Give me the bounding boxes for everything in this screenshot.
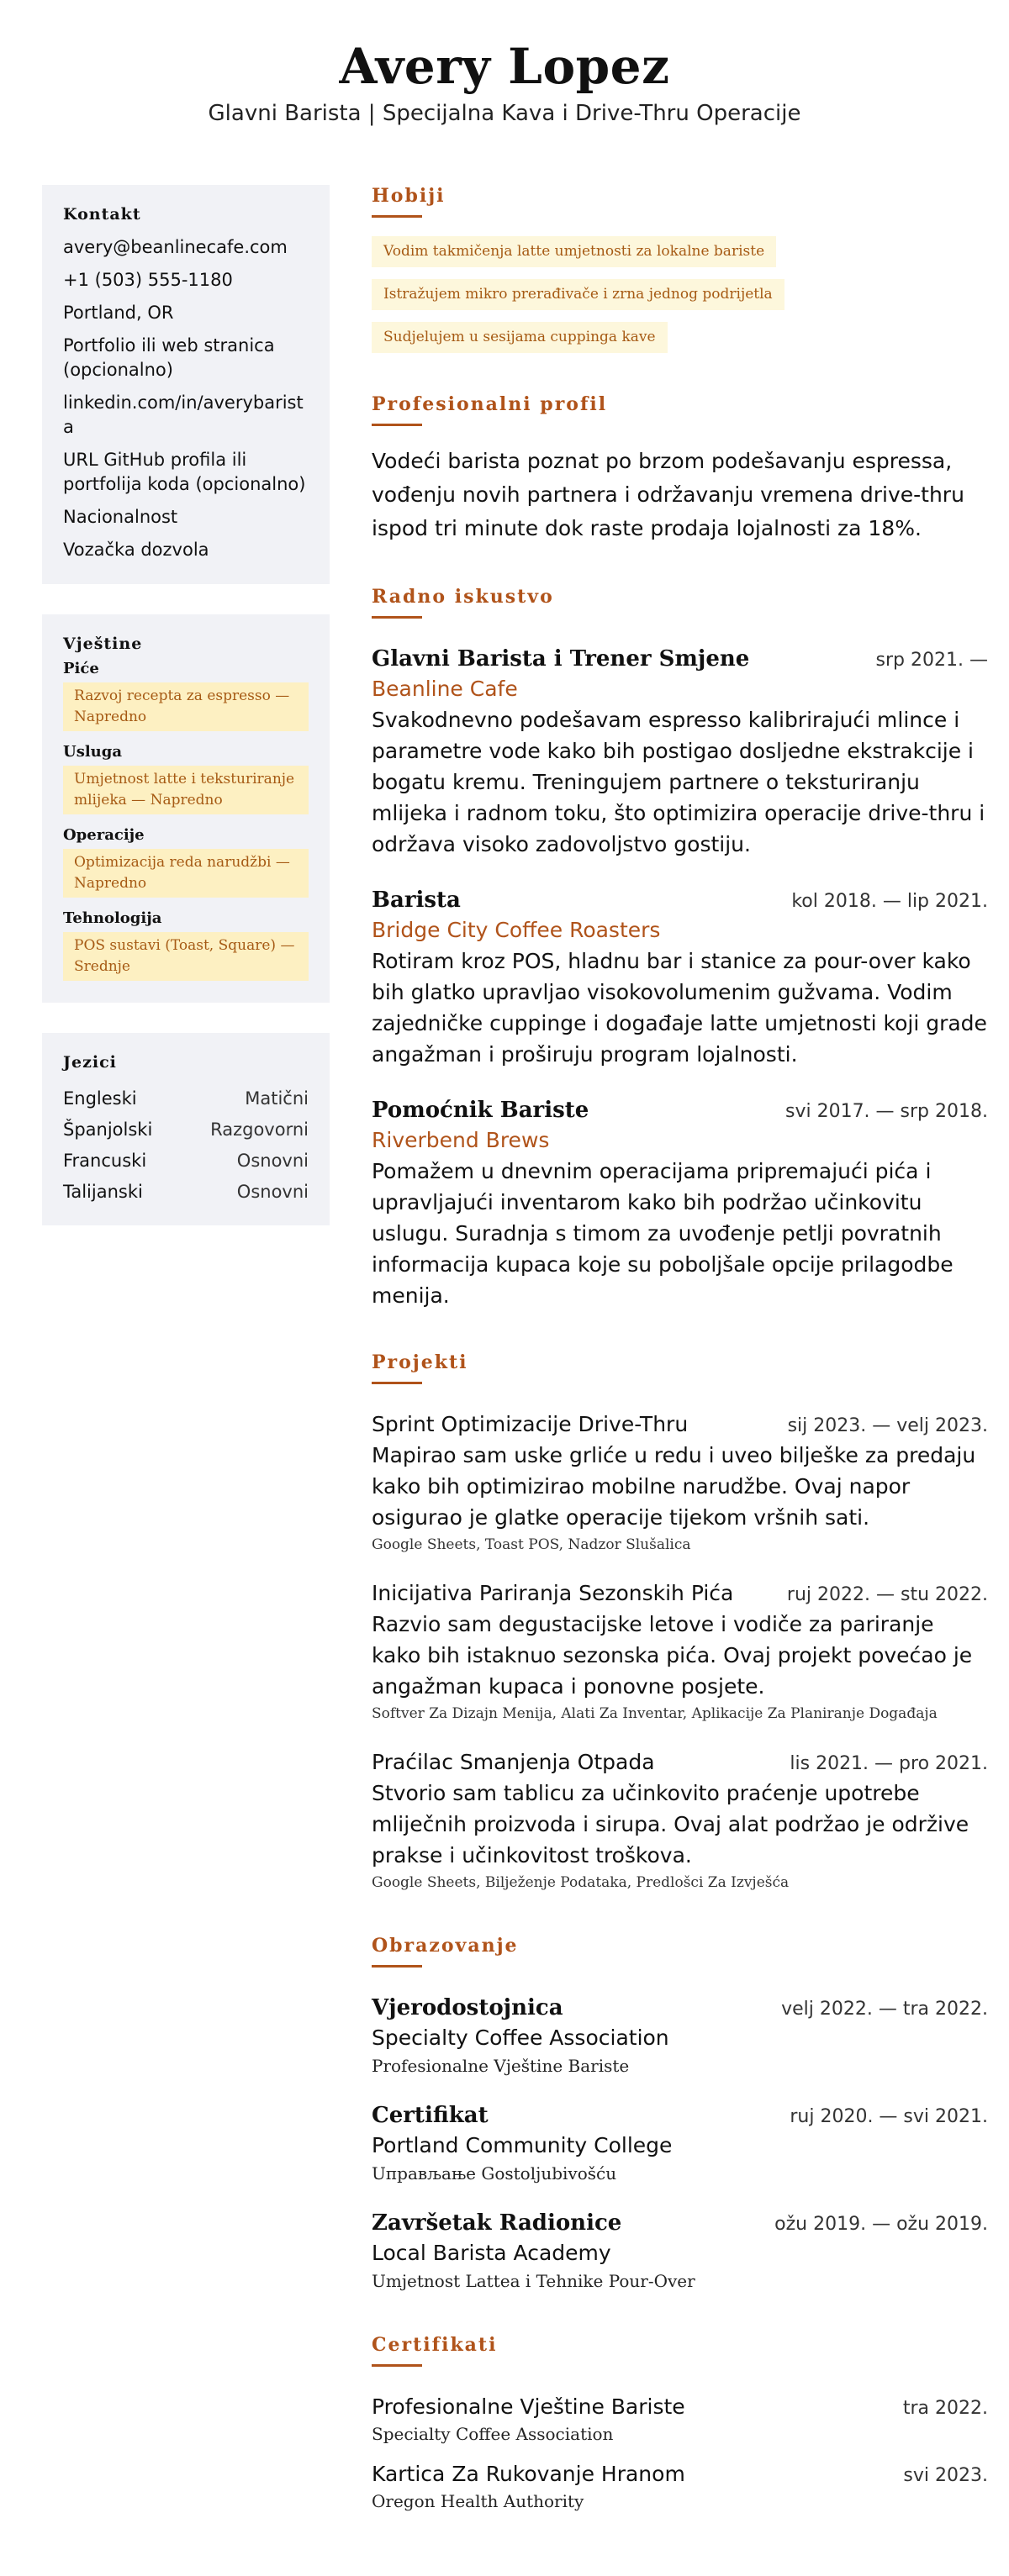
hobbies-section [372,185,988,365]
company-name: Riverbend Brews [372,1128,550,1152]
language-level: Osnovni [236,1182,309,1202]
contact-nationality: Nacionalnost [63,507,178,527]
field-of-study: Profesionalne Vještine Bariste [372,2056,630,2076]
job-title: Pomoćnik Bariste [372,1098,589,1123]
education-entry [372,1993,988,2078]
entry-header [372,1747,988,1778]
experience-section [372,586,988,1311]
job-dates: srp 2021. — [875,650,988,671]
certificate-name: Kartica Za Rukovanje Hranom [372,2462,685,2486]
language-level: Razgovorni [210,1119,309,1140]
language-level: Osnovni [236,1151,309,1171]
main-content [372,185,988,2513]
profile-section [372,393,988,545]
certificate-issuer: Oregon Health Authority [372,2491,584,2511]
profile-title: Profesionalni profil [372,393,608,415]
project-technologies: Softver Za Dizajn Menija, Alati Za Inventar, Aplikacije Za Planiranje Događaja [372,1705,938,1722]
language-row [63,1180,309,1204]
education-entry [372,2208,988,2294]
certificate-entry [372,2392,988,2446]
skills-box [42,614,330,1003]
degree-title: Certifikat [372,2103,489,2128]
candidate-subtitle: Glavni Barista | Specijalna Kava i Drive-Thru Operacije [208,101,801,126]
contact-driving-license: Vozačka dozvola [63,540,209,560]
company-name: Bridge City Coffee Roasters [372,918,661,942]
section-divider [372,215,422,218]
project-entry [372,1578,988,1725]
project-description: Mapirao sam uske grliće u redu i uveo bilješke za predaju kako bih optimizirao mobilne narudžbe. Ovaj napor osigurao je glatke operacije tijekom vršnih sati. [372,1443,976,1530]
language-row [63,1149,309,1172]
entry-header [372,1578,988,1609]
section-divider [372,1382,422,1384]
hobby-tag: Vodim takmičenja latte umjetnosti za lokalne bariste [372,236,776,267]
experience-title: Radno iskustvo [372,586,554,608]
institution-name: Local Barista Academy [372,2241,611,2265]
job-title: Glavni Barista i Trener Smjene [372,646,750,672]
projects-section [372,1351,988,1894]
profile-text: Vodeći barista poznat po brzom podešavanju espressa, vođenju novih partnera i održavanju vremena drive-thru ispod tri minute dok raste prodaja lojalnosti za 18%. [372,449,964,540]
project-technologies: Google Sheets, Toast POS, Nadzor Slušalica [372,1536,691,1553]
entry-header [372,644,988,674]
experience-entry [372,1095,988,1311]
contact-box [42,185,330,584]
education-section [372,1935,988,2294]
skill-group-title: Piće [63,660,99,677]
project-dates: lis 2021. — pro 2021. [790,1753,988,1774]
skill-tag: Umjetnost latte i teksturiranje mlijeka — Napredno [63,766,309,814]
entry-header [372,2459,988,2489]
field-of-study: Uправљање Gostoljubivošću [372,2163,617,2184]
degree-title: Vjerodostojnica [372,1995,563,2020]
project-entry [372,1747,988,1894]
project-name: Inicijativa Pariranja Sezonskih Pića [372,1581,734,1605]
company-name: Beanline Cafe [372,677,518,701]
job-dates: svi 2017. — srp 2018. [784,1101,988,1122]
experience-entry [372,644,988,860]
certificate-issuer: Specialty Coffee Association [372,2424,614,2444]
contact-portfolio[interactable]: Portfolio ili web stranica (opcionalno) [63,335,275,380]
language-row [63,1118,309,1141]
section-divider [372,616,422,619]
certificate-date: svi 2023. [903,2465,988,2486]
hobby-tag: Sudjelujem u sesijama cuppinga kave [372,322,668,353]
contact-location: Portland, OR [63,303,174,323]
field-of-study: Umjetnost Lattea i Tehnike Pour-Over [372,2271,695,2291]
skill-tag: Razvoj recepta za espresso — Napredno [63,682,309,731]
project-name: Praćilac Smanjenja Otpada [372,1750,655,1774]
sidebar [42,185,330,2513]
language-name: Francuski [63,1151,147,1171]
education-dates: ruj 2020. — svi 2021. [790,2106,988,2127]
contact-phone[interactable]: +1 (503) 555-1180 [63,270,233,290]
section-divider [372,1965,422,1968]
experience-entry [372,885,988,1070]
contact-email[interactable]: avery@beanlinecafe.com [63,237,288,257]
certificate-date: tra 2022. [902,2398,988,2419]
projects-title: Projekti [372,1351,468,1373]
certificates-title: Certifikati [372,2334,498,2356]
skill-tag: POS sustavi (Toast, Square) — Srednje [63,932,309,981]
contact-github[interactable]: URL GitHub profila ili portfolija koda (opcionalno) [63,450,306,494]
project-dates: ruj 2022. — stu 2022. [786,1584,988,1605]
entry-header [372,1095,988,1125]
job-dates: kol 2018. — lip 2021. [791,891,988,912]
job-title: Barista [372,888,461,913]
resume-header [0,0,1009,126]
language-level: Matični [245,1088,309,1109]
resume-columns [0,185,1009,2513]
project-dates: sij 2023. — velj 2023. [787,1415,988,1436]
education-dates: velj 2022. — tra 2022. [781,1999,988,2020]
candidate-name: Avery Lopez [339,38,670,95]
skill-group-title: Tehnologija [63,909,162,927]
entry-header [372,2100,988,2131]
languages-title: Jezici [63,1053,117,1072]
entry-header [372,2208,988,2238]
institution-name: Specialty Coffee Association [372,2026,669,2050]
education-dates: ožu 2019. — ožu 2019. [774,2214,988,2235]
hobbies-title: Hobiji [372,185,446,207]
language-name: Talijanski [63,1182,143,1202]
certificate-entry [372,2459,988,2513]
language-row [63,1087,309,1110]
section-divider [372,2364,422,2367]
skills-title: Vještine [63,635,143,653]
certificates-section [372,2334,988,2513]
entry-header [372,1993,988,2023]
job-description: Pomažem u dnevnim operacijama pripremajući pića i upravljajući inventarom kako bih podržao učinkovitu uslugu. Suradnja s timom za uvođenje petlji povratnih informacija kupaca koje su poboljšale opcije prilagodbe menija. [372,1159,954,1308]
languages-box [42,1033,330,1225]
job-description: Svakodnevno podešavam espresso kalibrirajući mlince i parametre vode kako bih postigao dosljedne ekstrakcije i bogatu kremu. Treningujem partnere o teksturiranju mlijeka i radnom toku, što optimizira operacije drive-thru i održava visoko zadovoljstvo gostiju. [372,708,985,856]
skill-group-title: Usluga [63,743,123,761]
project-name: Sprint Optimizacije Drive-Thru [372,1412,689,1436]
entry-header [372,1409,988,1440]
language-name: Engleski [63,1088,137,1109]
hobby-tag: Istražujem mikro prerađivače i zrna jednog podrijetla [372,279,784,310]
entry-header [372,885,988,915]
project-description: Razvio sam degustacijske letove i vodiče za pariranje kako bih istaknuo sezonska pića. Ovaj projekt povećao je angažman kupaca i ponovne posjete. [372,1612,973,1699]
language-name: Španjolski [63,1119,153,1140]
education-title: Obrazovanje [372,1935,519,1957]
project-description: Stvorio sam tablicu za učinkovito praćenje upotrebe mliječnih proizvoda i sirupa. Ovaj alat podržao je održive prakse i učinkovitost troškova. [372,1781,969,1867]
certificate-name: Profesionalne Vještine Bariste [372,2394,685,2419]
job-description: Rotiram kroz POS, hladnu bar i stanice za pour-over kako bih glatko upravljao visokovolumenim gužvama. Vodim zajedničke cuppinge i događaje latte umjetnosti koji grade angažman i proširuju program lojalnosti. [372,949,987,1067]
project-entry [372,1409,988,1557]
contact-linkedin[interactable]: linkedin.com/in/averybarista [63,392,304,437]
education-entry [372,2100,988,2186]
entry-header [372,2392,988,2422]
section-divider [372,424,422,426]
degree-title: Završetak Radionice [372,2210,622,2236]
project-technologies: Google Sheets, Bilježenje Podataka, Predlošci Za Izvješća [372,1874,790,1891]
institution-name: Portland Community College [372,2133,673,2157]
contact-title: Kontakt [63,205,141,224]
skill-group-title: Operacije [63,826,145,844]
skill-tag: Optimizacija reda narudžbi — Napredno [63,849,309,898]
